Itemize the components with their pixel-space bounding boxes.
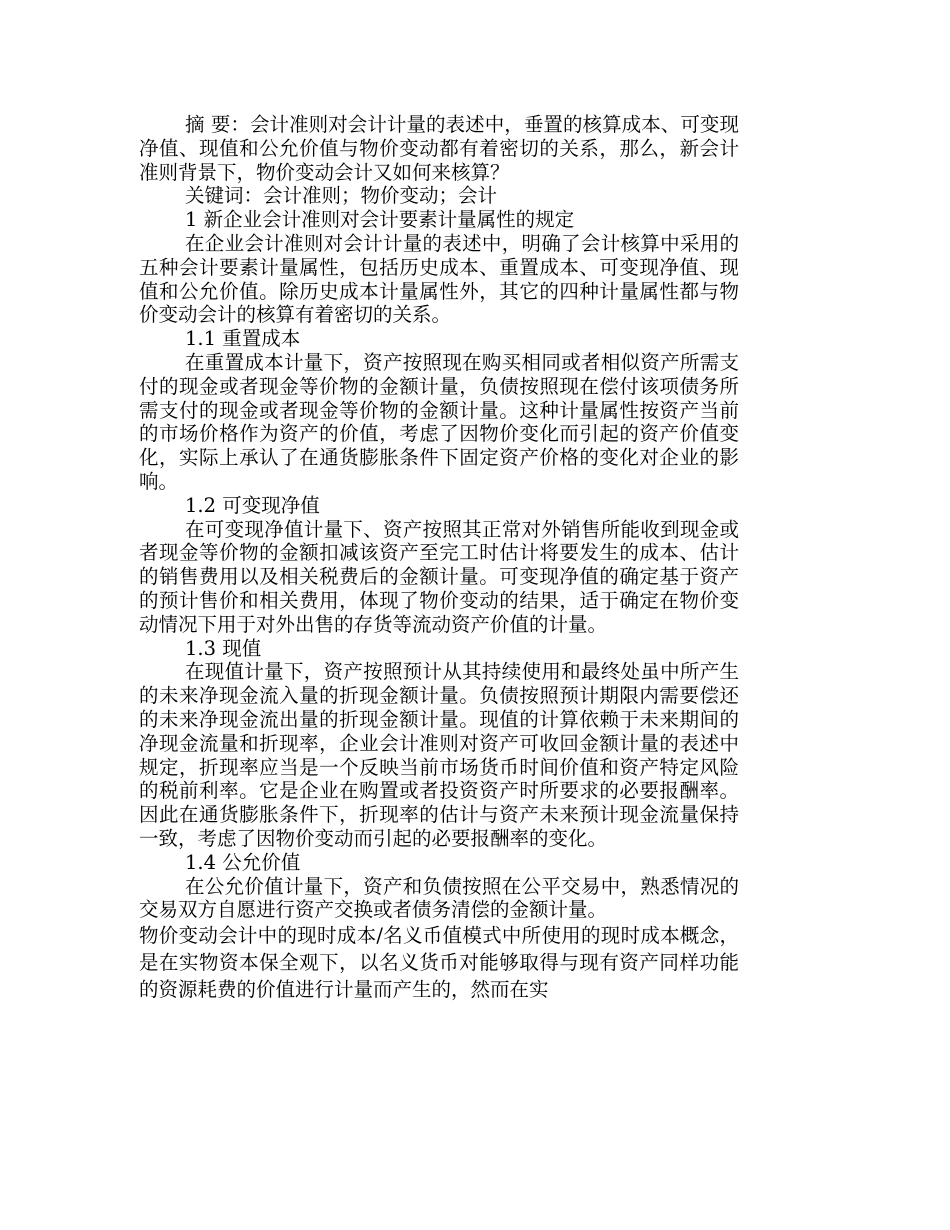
section-heading-1-3: 1.3 现值: [185, 636, 262, 660]
section-body-1: 在企业会计准则对会计计量的表述中，明确了会计核算中采用的五种会计要素计量属性，包括历史成本、重置成本、可变现净值、现值和公允价值。除历史成本计量属性外，其它的四种计量属性都与物价变动会计的核算有着密切的关系。: [139, 231, 739, 327]
section-heading-1-4: 1.4 公允价值: [185, 850, 301, 874]
section-body-1-3: 在现值计量下，资产按照预计从其持续使用和最终处虽中所产生的未来净现金流入量的折现金额计量。负债按照预计期限内需要偿还的未来净现金流出量的折现金额计量。现值的计算依赖于未来期间的净现金流量和折现率，企业会计准则对资产可收回金额计量的表述中规定，折现率应当是一个反映当前市场货币时间价值和资产特定风险的税前利率。它是企业在购置或者投资资产时所要求的必要报酬率。因此在通货膨胀条件下，折现率的估计与资产未来预计现金流量保持一致，考虑了因物价变动而引起的必要报酬率的变化。: [139, 660, 739, 850]
section-heading-1-1: 1.1 重置成本: [185, 327, 301, 351]
section-body-1-4-continued: 物价变动会计中的现时成本/名义币值模式中所使用的现时成本概念，是在实物资本保全观下，以名义货币对能够取得与现有资产同样功能的资源耗费的价值进行计量而产生的，然而在实: [139, 924, 739, 1002]
keywords: 关键词：会计准则；物价变动；会计: [185, 184, 498, 208]
document-page: [139, 113, 739, 1003]
section-body-1-1: 在重置成本计量下，资产按照现在购买相同或者相似资产所需支付的现金或者现金等价物的金额计量，负债按照现在偿付该项债务所需支付的现金或者现金等价物的金额计量。这种计量属性按资产当前的市场价格作为资产的价值，考虑了因物价变化而引起的资产价值变化，实际上承认了在通货膨胀条件下固定资产价格的变化对企业的影响。: [139, 350, 739, 493]
abstract: 摘 要：会计准则对会计计量的表述中，垂置的核算成本、可变现净值、现值和公允价值与物价变动都有着密切的关系，那么，新会计准则背景下，物价变动会计又如何来核算？: [139, 113, 739, 184]
section-body-1-4: 在公允价值计量下，资产和负债按照在公平交易中，熟悉情况的交易双方自愿进行资产交换或者债务清偿的金额计量。: [139, 874, 739, 922]
section-heading-1-2: 1.2 可变现净值: [185, 493, 320, 517]
section-heading-1: 1 新企业会计准则对会计要素计量属性的规定: [185, 208, 575, 232]
section-body-1-2: 在可变现净值计量下、资产按照其正常对外销售所能收到现金或者现金等价物的金额扣减该资产至完工时估计将要发生的成本、估计的销售费用以及相关税费后的金额计量。可变现净值的确定基于资产的预计售价和相关费用，体现了物价变动的结果，适于确定在物价变动情况下用于对外出售的存货等流动资产价值的计量。: [139, 517, 739, 636]
